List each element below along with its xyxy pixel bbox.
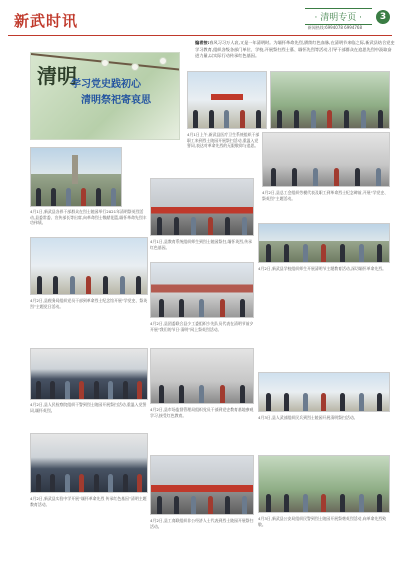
caption-12: 4月2日,县工商联组织非公经济人士代表到烈士陵园开展祭扫活动。	[150, 518, 254, 529]
photo-wreath-offering	[187, 71, 267, 129]
flower-decoration	[131, 63, 139, 71]
hotline-info: 新闻热线:6994078 6994768	[307, 25, 362, 30]
photo-labor-union	[262, 132, 390, 187]
newspaper-title: 新武时讯	[14, 12, 79, 30]
caption-8: 4月2日,县人民检察院组织干警到烈士陵园开展祭扫活动,重温入党誓词,缅怀英烈。	[30, 402, 147, 413]
photo-police	[258, 455, 390, 513]
banner-qingming: 清明	[37, 64, 77, 88]
photo-school-ceremony	[150, 178, 254, 236]
flower-decoration	[159, 57, 167, 65]
caption-3: 4月2日,县总工会组织劳模代表及职工到革命烈士纪念碑前,开展“学党史、祭英烈”主题活动。	[262, 190, 389, 201]
editor-note-lead: 编者按:	[195, 40, 210, 45]
caption-13: 4月3日,新武县公安局组织民警到烈士陵园开展祭奠英烈活动,向革命先烈致敬。	[258, 516, 387, 527]
caption-6: 4月2日,县团委联合县少工委组织少先队员代表在清明节前夕开展“我们的节日·清明”网上祭英烈活动。	[150, 321, 254, 332]
section-header	[305, 8, 390, 25]
photo-militia	[258, 372, 390, 412]
photo-market-bureau	[150, 348, 254, 404]
photo-youth-league	[150, 262, 254, 318]
caption-1: 4月1日,新武县各界干部群众在烈士陵园举行2021年清明祭英烈活动,县委常委、宣传部长等出席,向革命烈士敬献花篮,缅怀革命先烈丰功伟绩。	[30, 209, 147, 226]
photo-medical-staff	[270, 71, 390, 129]
flower-decoration	[101, 59, 109, 67]
masthead	[0, 0, 400, 40]
photo-commerce-federation	[150, 455, 254, 515]
banner-line-2: 清明祭祀寄哀思	[81, 95, 151, 106]
photo-tax-bureau	[30, 237, 148, 295]
feature-banner	[30, 52, 180, 140]
header-rule	[8, 35, 392, 36]
banner-line-1: 学习党史践初心	[71, 79, 141, 90]
photo-middle-school	[30, 433, 148, 493]
editor-note-text: 春风习习万人哀,又是一年清明时。为缅怀革命先烈,赓续红色血脉,在清明节来临之际,新武县结合党史学习教育,组织各级各部门单位、学校,开展祭扫烈士墓、缅怀先烈等活动,引导干部群众在追思先烈中汲取奋进力量,以实际行动传承红色基因。	[195, 40, 395, 58]
caption-4: 4月1日,县教育系统组织师生到烈士陵园祭扫,缅怀英烈,传承红色基因。	[150, 239, 253, 250]
editor-note	[195, 40, 395, 60]
photo-memorial-ceremony	[30, 147, 122, 207]
caption-10: 4月3日,县人武部组织民兵到烈士陵园开展清明祭扫活动。	[258, 415, 358, 420]
photo-school-students	[258, 223, 390, 263]
caption-9: 4月2日,县市场监督管理局组织党员干部到党史教育基地参观学习,接受红色教育。	[150, 407, 254, 418]
caption-2: 4月1日上午,新武县医疗卫生系统组织干部职工来到烈士陵园开展祭扫活动,重温入党誓词,表达对革命先烈的无限敬仰与追思。	[187, 132, 260, 149]
caption-11: 4月2日,新武县实验中学开展“缅怀革命先烈 传承红色基因”清明主题教育活动。	[30, 496, 147, 507]
page-number: 3	[376, 10, 390, 24]
photo-procuratorate	[30, 348, 148, 400]
caption-7: 4月2日,新武县学校组织师生开展清明节主题教育活动,深切缅怀革命先烈。	[258, 266, 387, 271]
caption-5: 4月2日,县税务局组织党员干部到革命烈士纪念馆开展“学党史、祭英烈”主题党日活动。	[30, 298, 148, 309]
section-label: · 清明专页 ·	[305, 8, 372, 25]
